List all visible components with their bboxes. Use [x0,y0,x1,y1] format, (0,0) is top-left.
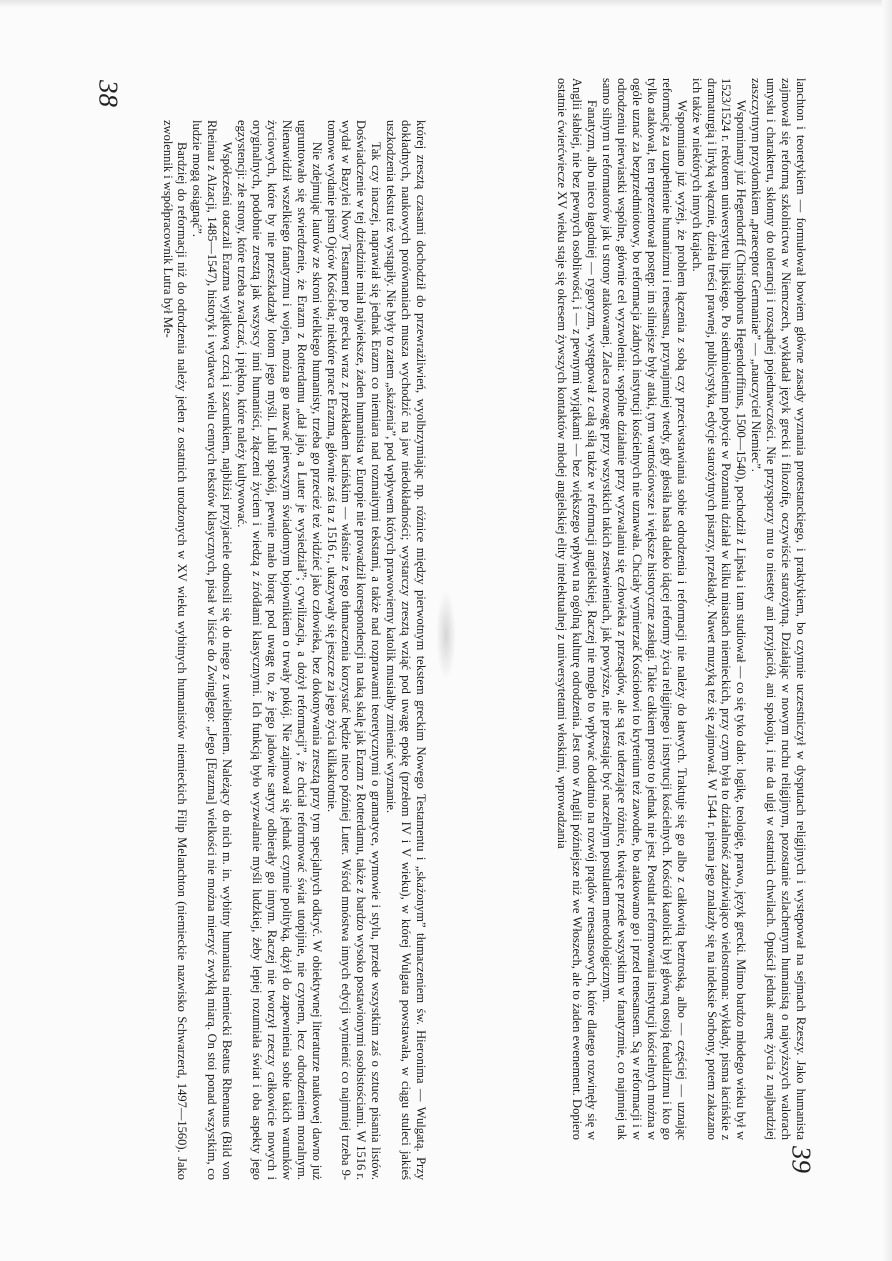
right-page-text [478,78,808,1140]
right-paragraph-2: Wspominany już Hegendorff (Christophorus Hegendorffinus, 1500—1540), pochodził z Lipska i tam studiował — co się tyko dało: logikę, teologię, prawo, język grecki. Mimo bardzo młodego wieku był w 1523/1524 r. rektorem uniwersytetu lipskiego. Po siedmioletnim pobycie w Poznaniu działał w kilku miastach niemieckich, przy czym była to działalność zadziwiająco wielostronna: wykłady, pisma łacińskie z dramaturgią i liryką włącznie, dzieła treści prawnej, publicystyka, edycje starożytnych pisarzy, przekłady. Nawet muzyką też się zajmował. W 1544 r. pisma jego znalazły się na indeksie Sorbony, potem zakazano ich także w niektórych innych krajach. [689,78,749,1140]
left-paragraph-5: Bardziej do reformacji niż do odrodzenia należy jeden z ostatnich urodzonych w XV wieku wybitnych humanistów niemieckich Filip Melanchton (niemieckie nazwisko Schwarzerd, 1497—1560). Jako zwolennik i współpracownik Lutra był Me- [160,120,190,1180]
left-paragraph-3: Nie zdejmując laurów ze skroni wielkiego humanisty, trzeba go przecież też widzieć jako człowieka, bez dokonywania zresztą przy tym specjalnych odkryć. W obiektywnej literaturze naukowej dawno już ugruntowało się stwierdzenie, że Erazm z Rotterdamu „dał jajo, a Luter je wysiedział”; cywilizacja, a dożył reformacji”, że chciał reformować świat utopijnie, nie czynem, lecz odrodzeniem moralnym. Nienawidził wszelkiego fanatyzmu i wojen, można go nazwać pierwszym świadomym bojownikiem o trwały pokój. Nie zajmował się jednak czynnie polityką, dążył do zapewnienia sobie takich warunków życiowych, które by nie przeszkadzały lotom jego myśli. Lubił spokój, pewnie mało biorąc pod uwagę to, że jego jadowite satyry odbierały go innym. Raczej nie tworzył rzeczy całkowicie nowych i oryginalnych, podobnie zresztą jak wszyscy inni humaniści, złączeni życiem i wiedzą z źródłami klasycznymi. Ich funkcją było wyzwalanie myśli ludzkiej, żeby lepiej rozumiała świat i oba aspekty jego egzystencji: złe strony, które trzeba zwalczać, i piękno, które należy kultywować. [235,120,324,1180]
right-page-column [478,78,808,1140]
left-paragraph-2: Tak czy inaczej, naprawiał się jednak Erazm co niemiara nad rozmaitymi tekstami, a także nad rozprawami teoretycznymi o gramatyce, wymowie i stylu, przede wszystkim zaś o sztuce pisania listów. Doświadczenie w tej dziedzinie miał najwieksze, żaden humanista w Europie nie prowadził korespondencji na taką skalę jak Erazm z Rotterdamu, także z bardzo wysoko postawionymi osobistościami. W 1516 r. wydał w Bazylei Nowy Testament po grecku wraz z przekładem łacińskim — właśnie z tego tłumaczenia korzystać będzie nieco później Luter. Wśród mnóstwa innych edycji wymienić co najmniej trzeba 9-tomowe wydanie pism Ojców Kościoła; niektóre prace Erazma, głównie zaś ta z 1516 r., ukazywały się jeszcze za jego życia kilkakrotnie. [324,120,384,1180]
page-number-right: 39 [786,1146,817,1173]
left-paragraph-1: której zresztą czasami dochodził do przewrażliwień, wyolbrzymiając np. różnice między pierwotnym tekstem greckim Nowego Testamentu i „skażonym” tłumaczeniem św. Hieronima — Wulgatą. Przy dokładnych, naukowych porównaniach musza wychodzić na jaw niedokładności; wystarczy zresztą wziąć pod uwagę epokę (przełom IV i V wieku), w której Wulgata powstawała, w ciągu stuleci jakieś uszkodzenia tekstu też wystąpiły. Nie były to zatem „skażenia”, pod wpływem których prawowierny katolik musiałby zmieniać wyznanie. [384,120,428,1180]
right-paragraph-3: Wspomniano już wyżej, że problem łączenia z sobą czy przeciwstawiania sobie odrodzenia i reformacji nie należy do łatwych. Traktuje się go albo z całkowitą beztroską, albo — częściej — uznając reformację za uzupełnienie humanizmu i renesansu, przynajmniej wtedy, gdy głosiła hasła daleko idącej reformy życia religijnego i instytucji kościelnych. Kościół katolicki był główną ostoją feudalizmu i kto go tylko atakował, ten reprezentował postęp: im silniejsze były ataki, tym wartościowsze i większe historyczne zasługi. Takie całkiem prosto to jednak nie jest. Postulat reformowania instytucji kościelnych można w ogóle uznać za bezprzedmiotowy, bo reformacja żadnych instytucji kościelnych nie uznawała. Chciały wymierzać Kościołowi to kryterium też zawodne, bo atakowano go i przed renesansem. Są w reformacji i w odrodzeniu pierwiastki wspólne, głównie cel wyzwolenia: wspólne działanie przy wyzwalaniu się człowieka z przesądów, ale są też uderzające różnice, tkwiące przede wszystkim w fanatyzmie, co najmniej tak samo silnym u reformatorów jak u strony atakowanej. Zaleca rozwagę przy wszystkich takich zestawieniach, jak powyższe, nie przestając być naczelnym postulatem metodologicznym. [600,78,689,1140]
left-page-text [98,120,428,1180]
left-page-column [98,120,428,1180]
scan-edge-top [0,0,892,8]
right-paragraph-1: lanchton i teoretykiem — formułował bowiem główne zasady wyznania protestanckiego, i praktykiem, bo czynnie uczestniczył w dysputach religijnych i występował na sejmach Rzeszy. Jako humanista zajmował się reformą szkolnictwa w Niemczech, wykładał język grecki i filozofię, oczywiście starożytną. Działając w nowym ruchu religijnym, pozostanie szlachetnym humanistą o najwyższych walorach umysłu i charakteru, skłonny do tolerancji i rozsądnej pojednawczości. Nie przysporzy mu to niestety ani przyjaciół, ani spokoju, i nie da ulgi w ostatnich chwilach. Opuścił jednak arenę życia z najbardziej zaszczytnym przydomkiem „praeceptor Germaniae” — „nauczyciel Niemiec”. [749,78,808,1140]
scan-edge-right [882,0,892,1261]
page-number-left: 38 [93,80,124,107]
gutter-smudge [436,590,456,680]
left-paragraph-4: Współcześni otaczali Erazma wyjątkową czcią i szacunkiem, najbliżsi przyjaciele odnosili się do niego z uwielbieniem. Należący do nich m. in. wybitny humanista niemiecki Beatus Rhenanus (Bild von Rheinau z Alzacji, 1485—1547), historyk i wydawca wielu cennych tekstów klasycznych, pisał w liście do Zwinglego: „Jego [Erazma] wielkości nie można mierzyć zwykłą miarą. On stoi ponad wszystkim, co ludzie mogą osiągnąć”. [190,120,235,1180]
right-paragraph-4: Fanatyzm, albo nieco łagodniej — rygoryzm, występował z całą siłą także w reformacji angielskiej. Raczej nie mogło to wpływać dodatnio na rozwój prądów renesansowych, które dlatego rozwinęły się w Anglii słabiej, nie bez pewnych osobliwości, i — z pewnymi wyjątkami — bez większego wpływu na ogólną kulturę odrodzenia. Jest ono w Anglii późniejsze niż we Włoszech, ale to żaden ewenement. Dopiero ostatnie ćwierćwiecze XV wieku staje się okresem żywszych kontaktów młodej angielskiej elity intelektualnej z uniwersytetami włoskimi, wprowadzania [555,78,600,1140]
